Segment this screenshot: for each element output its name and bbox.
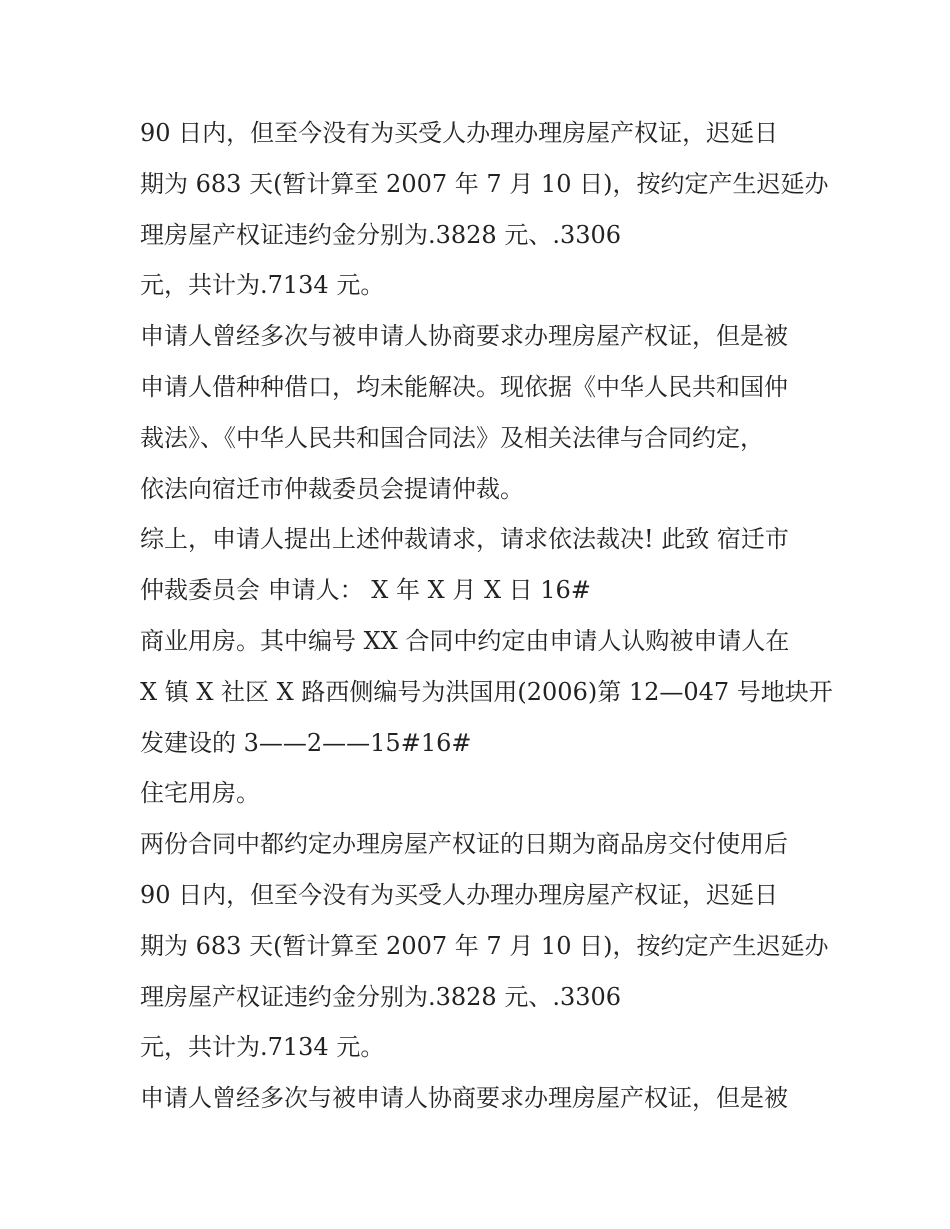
text-line: 发建设的 3——2——15#16# (140, 728, 472, 757)
text-line: 仲裁委员会 申请人： X 年 X 月 X 日 16# (140, 576, 591, 605)
text-line: 住宅用房。 (140, 779, 260, 808)
text-line: 综上，申请人提出上述仲裁请求，请求依法裁决! 此致 宿迁市 (140, 525, 789, 554)
text-line: 依法向宿迁市仲裁委员会提请仲裁。 (140, 474, 524, 503)
text-line: 申请人曾经多次与被申请人协商要求办理房屋产权证，但是被 (140, 1084, 788, 1113)
text-line: 申请人曾经多次与被申请人协商要求办理房屋产权证，但是被 (140, 322, 788, 351)
text-line: 期为 683 天(暂计算至 2007 年 7 月 10 日)，按约定产生迟延办 (140, 169, 829, 198)
text-line: 90 日内，但至今没有为买受人办理办理房屋产权证，迟延日 (140, 880, 779, 909)
text-line: X 镇 X 社区 X 路西侧编号为洪国用(2006)第 12—047 号地块开 (140, 677, 833, 706)
document-body (140, 108, 840, 1124)
text-line: 申请人借种种借口，均未能解决。现依据《中华人民共和国仲 (140, 372, 788, 401)
text-line: 理房屋产权证违约金分别为.3828 元、.3306 (140, 982, 622, 1011)
text-line: 两份合同中都约定办理房屋产权证的日期为商品房交付使用后 (140, 830, 788, 859)
text-line: 商业用房。其中编号 XX 合同中约定由申请人认购被申请人在 (140, 626, 790, 655)
text-line: 元，共计为.7134 元。 (140, 1033, 385, 1062)
text-line: 裁法》、《中华人民共和国合同法》及相关法律与合同约定， (140, 423, 764, 452)
text-line: 期为 683 天(暂计算至 2007 年 7 月 10 日)，按约定产生迟延办 (140, 931, 829, 960)
text-line: 元，共计为.7134 元。 (140, 271, 385, 300)
text-line: 理房屋产权证违约金分别为.3828 元、.3306 (140, 220, 622, 249)
text-line: 90 日内，但至今没有为买受人办理办理房屋产权证，迟延日 (140, 119, 779, 147)
